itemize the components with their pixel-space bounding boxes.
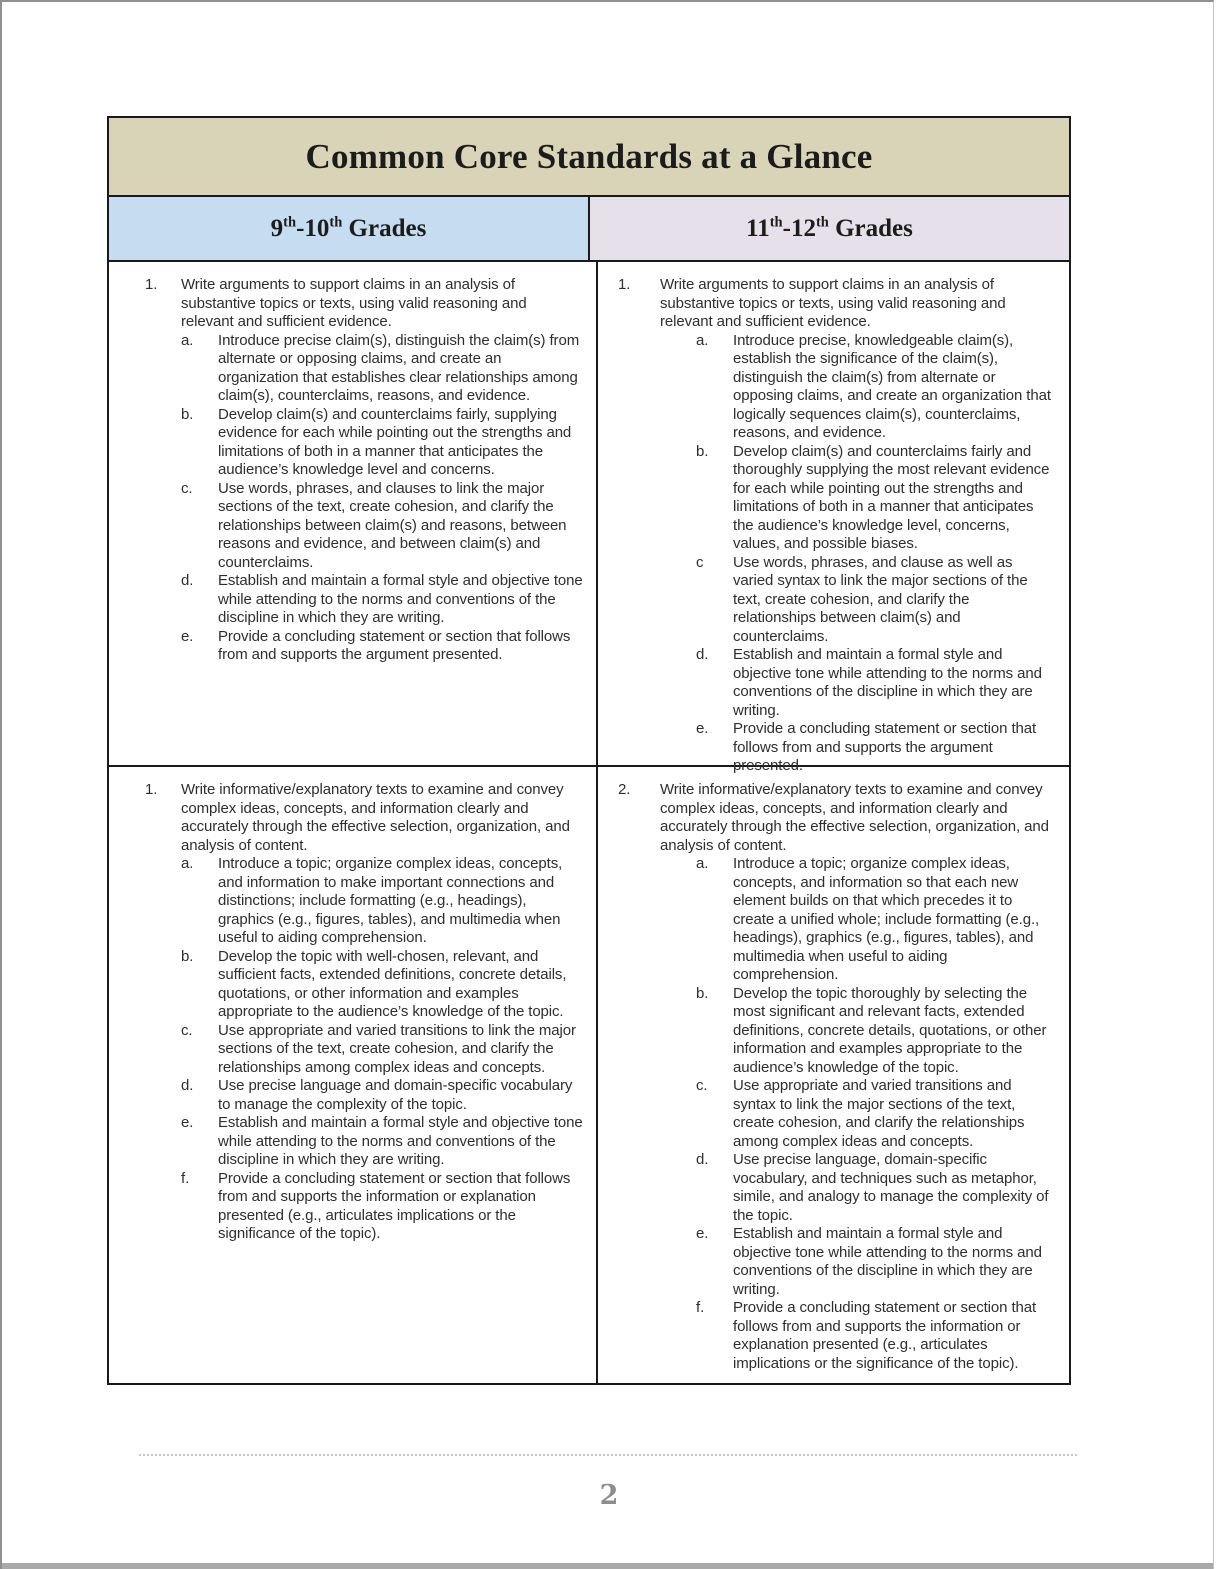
sub-letter: f. <box>696 1299 705 1316</box>
sub-item <box>696 332 1056 443</box>
sub-letter: e. <box>181 1114 194 1131</box>
sub-letter: b. <box>696 984 709 1002</box>
sub-text: Establish and maintain a formal style and objective tone while attending to the norms and conventions of the discipline in which they are writing. <box>218 572 583 626</box>
sub-text: Establish and maintain a formal style and objective tone while attending to the norms and conventions of the discipline in which they are writing. <box>733 1225 1042 1298</box>
cell-informative-11-12 <box>598 767 1069 1383</box>
sub-letter: f. <box>181 1169 190 1187</box>
item-number: 1. <box>145 276 158 293</box>
item-intro: Write informative/explanatory texts to examine and convey complex ideas, concepts, and information clearly and accurately through the effective selection, organization, and analysis of content. <box>181 781 570 854</box>
sub-text: Introduce a topic; organize complex ideas, concepts, and information to make important connections and distinctions; include formatting (e.g., headings), graphics (e.g., figures, tables), and multimedia when useful to aiding comprehension. <box>218 855 563 946</box>
sub-text: Use words, phrases, and clauses to link the major sections of the text, create cohesion, and clarify the relationships between claim(s) and reasons, between reasons and evidence, and between claim(s) and counterclaims. <box>218 479 567 571</box>
sub-text: Establish and maintain a formal style and objective tone while attending to the norms and conventions of the discipline in which they are writing. <box>218 1114 583 1168</box>
sub-item <box>696 646 1056 720</box>
sub-letter: e. <box>181 627 194 645</box>
item-intro: Write informative/explanatory texts to examine and convey complex ideas, concepts, and information clearly and accurately through the effective selection, organization, and analysis of content. <box>660 781 1049 854</box>
table-title: Common Core Standards at a Glance <box>305 136 873 176</box>
item-number: 1. <box>618 276 631 293</box>
sub-text: Provide a concluding statement or section that follows from and supports the information or explanation presented (e.g., articulates implications or the significance of the topic). <box>733 1299 1037 1372</box>
sub-letter: e. <box>696 1225 709 1242</box>
standard-item <box>618 276 1056 776</box>
sub-text: Introduce a topic; organize complex ideas, concepts, and information so that each new element builds on that which precedes it to create a unified whole; include formatting (e.g., headings), graphics (e.g., figures, tables), and multimedia when useful to aiding comprehension. <box>733 855 1040 983</box>
cell-arguments-11-12 <box>598 262 1069 774</box>
grade-label-11-12: 11th-12th Grades <box>746 214 913 242</box>
sub-item <box>696 1299 1056 1373</box>
item-body <box>660 781 1056 1373</box>
sub-item <box>181 1114 583 1170</box>
sub-item <box>696 443 1056 554</box>
sub-letter: d. <box>696 1151 709 1168</box>
item-body <box>660 276 1056 776</box>
column-header-grades-9-10 <box>109 197 590 260</box>
item-body <box>181 276 583 665</box>
sub-item <box>181 406 583 480</box>
sub-text: Develop claim(s) and counterclaims fairly, supplying evidence for each while pointing out the strengths and limitations of both in a manner that anticipates the audience’s knowledge level and concerns. <box>218 405 572 478</box>
sub-text: Develop the topic thoroughly by selecting the most significant and relevant facts, extended definitions, concrete details, quotations, or other information and examples appropriate to the audience’s knowledge of the topic. <box>733 984 1047 1076</box>
item-intro: Write arguments to support claims in an analysis of substantive topics or texts, using valid reasoning and relevant and sufficient evidence. <box>181 276 527 330</box>
sub-text: Develop the topic with well-chosen, relevant, and sufficient facts, extended definitions, concrete details, quotations, or other information and examples appropriate to the audience’s knowledge of the topic. <box>218 947 567 1020</box>
sub-text: Establish and maintain a formal style and objective tone while attending to the norms and conventions of the discipline in which they are writing. <box>733 646 1042 719</box>
sub-letter: c <box>696 553 704 571</box>
table-row <box>109 767 1069 1383</box>
sub-item <box>181 1170 583 1244</box>
sub-item <box>181 1077 583 1114</box>
sub-letter: c. <box>181 479 193 497</box>
sub-letter: c. <box>696 1077 708 1094</box>
table-title-banner <box>109 118 1069 197</box>
sub-letter: d. <box>181 1077 194 1094</box>
item-intro: Write arguments to support claims in an analysis of substantive topics or texts, using valid reasoning and relevant and sufficient evidence. <box>660 276 1006 330</box>
sub-text: Introduce precise claim(s), distinguish the claim(s) from alternate or opposing claims, and create an organization that establishes clear relationships among claim(s), counterclaims, reasons, and evidence. <box>218 331 580 404</box>
viewer-bottom-edge <box>2 1563 1213 1569</box>
sub-letter: d. <box>696 646 709 663</box>
standard-item <box>618 781 1056 1373</box>
item-body <box>181 781 583 1244</box>
sub-item <box>181 948 583 1022</box>
sub-text: Use precise language, domain-specific vocabulary, and techniques such as metaphor, simile, and analogy to manage the complexity of the topic. <box>733 1151 1049 1224</box>
sub-item <box>696 1225 1056 1299</box>
sub-letter: a. <box>181 855 194 872</box>
standard-item <box>145 781 583 1244</box>
column-header-grades-11-12 <box>590 197 1069 260</box>
sub-letter: b. <box>181 405 194 423</box>
sub-item <box>696 855 1056 985</box>
sub-letter: b. <box>181 947 194 965</box>
sub-item <box>181 628 583 665</box>
table-row <box>109 262 1069 774</box>
sub-item <box>181 480 583 573</box>
sub-text: Provide a concluding statement or section that follows from and supports the information or explanation presented (e.g., articulates implications or the significance of the topic). <box>218 1169 571 1242</box>
sub-item <box>181 572 583 628</box>
sub-item <box>181 1022 583 1078</box>
sub-letter: b. <box>696 442 709 460</box>
sub-letter: e. <box>696 720 709 737</box>
sub-text: Use precise language and domain-specific vocabulary to manage the complexity of the topic. <box>218 1077 573 1113</box>
grade-label-9-10: 9th-10th Grades <box>270 214 427 242</box>
item-number: 1. <box>145 781 158 798</box>
standards-table <box>107 116 1071 1385</box>
sub-text: Use appropriate and varied transitions and syntax to link the major sections of the text, create cohesion, and clarify the relationships among complex ideas and concepts. <box>733 1077 1025 1150</box>
grade-header-row <box>109 197 1069 262</box>
item-number: 2. <box>618 781 631 798</box>
sub-item <box>696 1077 1056 1151</box>
sub-text: Introduce precise, knowledgeable claim(s), establish the significance of the claim(s), distinguish the claim(s) from alternate or opposing claims, and create an organization that logically sequences claim(s), counterclaims, reasons, and evidence. <box>733 331 1051 441</box>
cell-arguments-9-10 <box>109 262 598 765</box>
sub-letter: d. <box>181 572 194 589</box>
sub-letter: a. <box>696 855 709 872</box>
standard-item <box>145 276 583 665</box>
sub-text: Develop claim(s) and counterclaims fairly and thoroughly supplying the most relevant evidence for each while pointing out the strengths and limitations of both in a manner that anticipates the audience’s knowledge level, concerns, values, and possible biases. <box>733 442 1050 552</box>
sub-letter: a. <box>696 331 709 349</box>
page-number: 2 <box>599 1480 619 1511</box>
cell-informative-9-10 <box>109 767 598 1383</box>
footer-dotted-divider <box>139 1454 1077 1456</box>
sub-item <box>696 985 1056 1078</box>
sub-letter: c. <box>181 1021 193 1039</box>
sub-item <box>696 1151 1056 1225</box>
sub-letter: a. <box>181 331 194 349</box>
sub-item <box>181 332 583 406</box>
sub-text: Use words, phrases, and clause as well as varied syntax to link the major sections of the text, create cohesion, and clarify the relationships between claim(s) and counterclaims. <box>733 553 1028 645</box>
sub-item <box>181 855 583 948</box>
sub-text: Provide a concluding statement or section that follows from and supports the argument presented. <box>733 720 1037 774</box>
sub-text: Provide a concluding statement or section that follows from and supports the argument presented. <box>218 627 571 663</box>
sub-item <box>696 554 1056 647</box>
sub-text: Use appropriate and varied transitions to link the major sections of the text, create cohesion, and clarify the relationships among complex ideas and concepts. <box>218 1021 576 1076</box>
